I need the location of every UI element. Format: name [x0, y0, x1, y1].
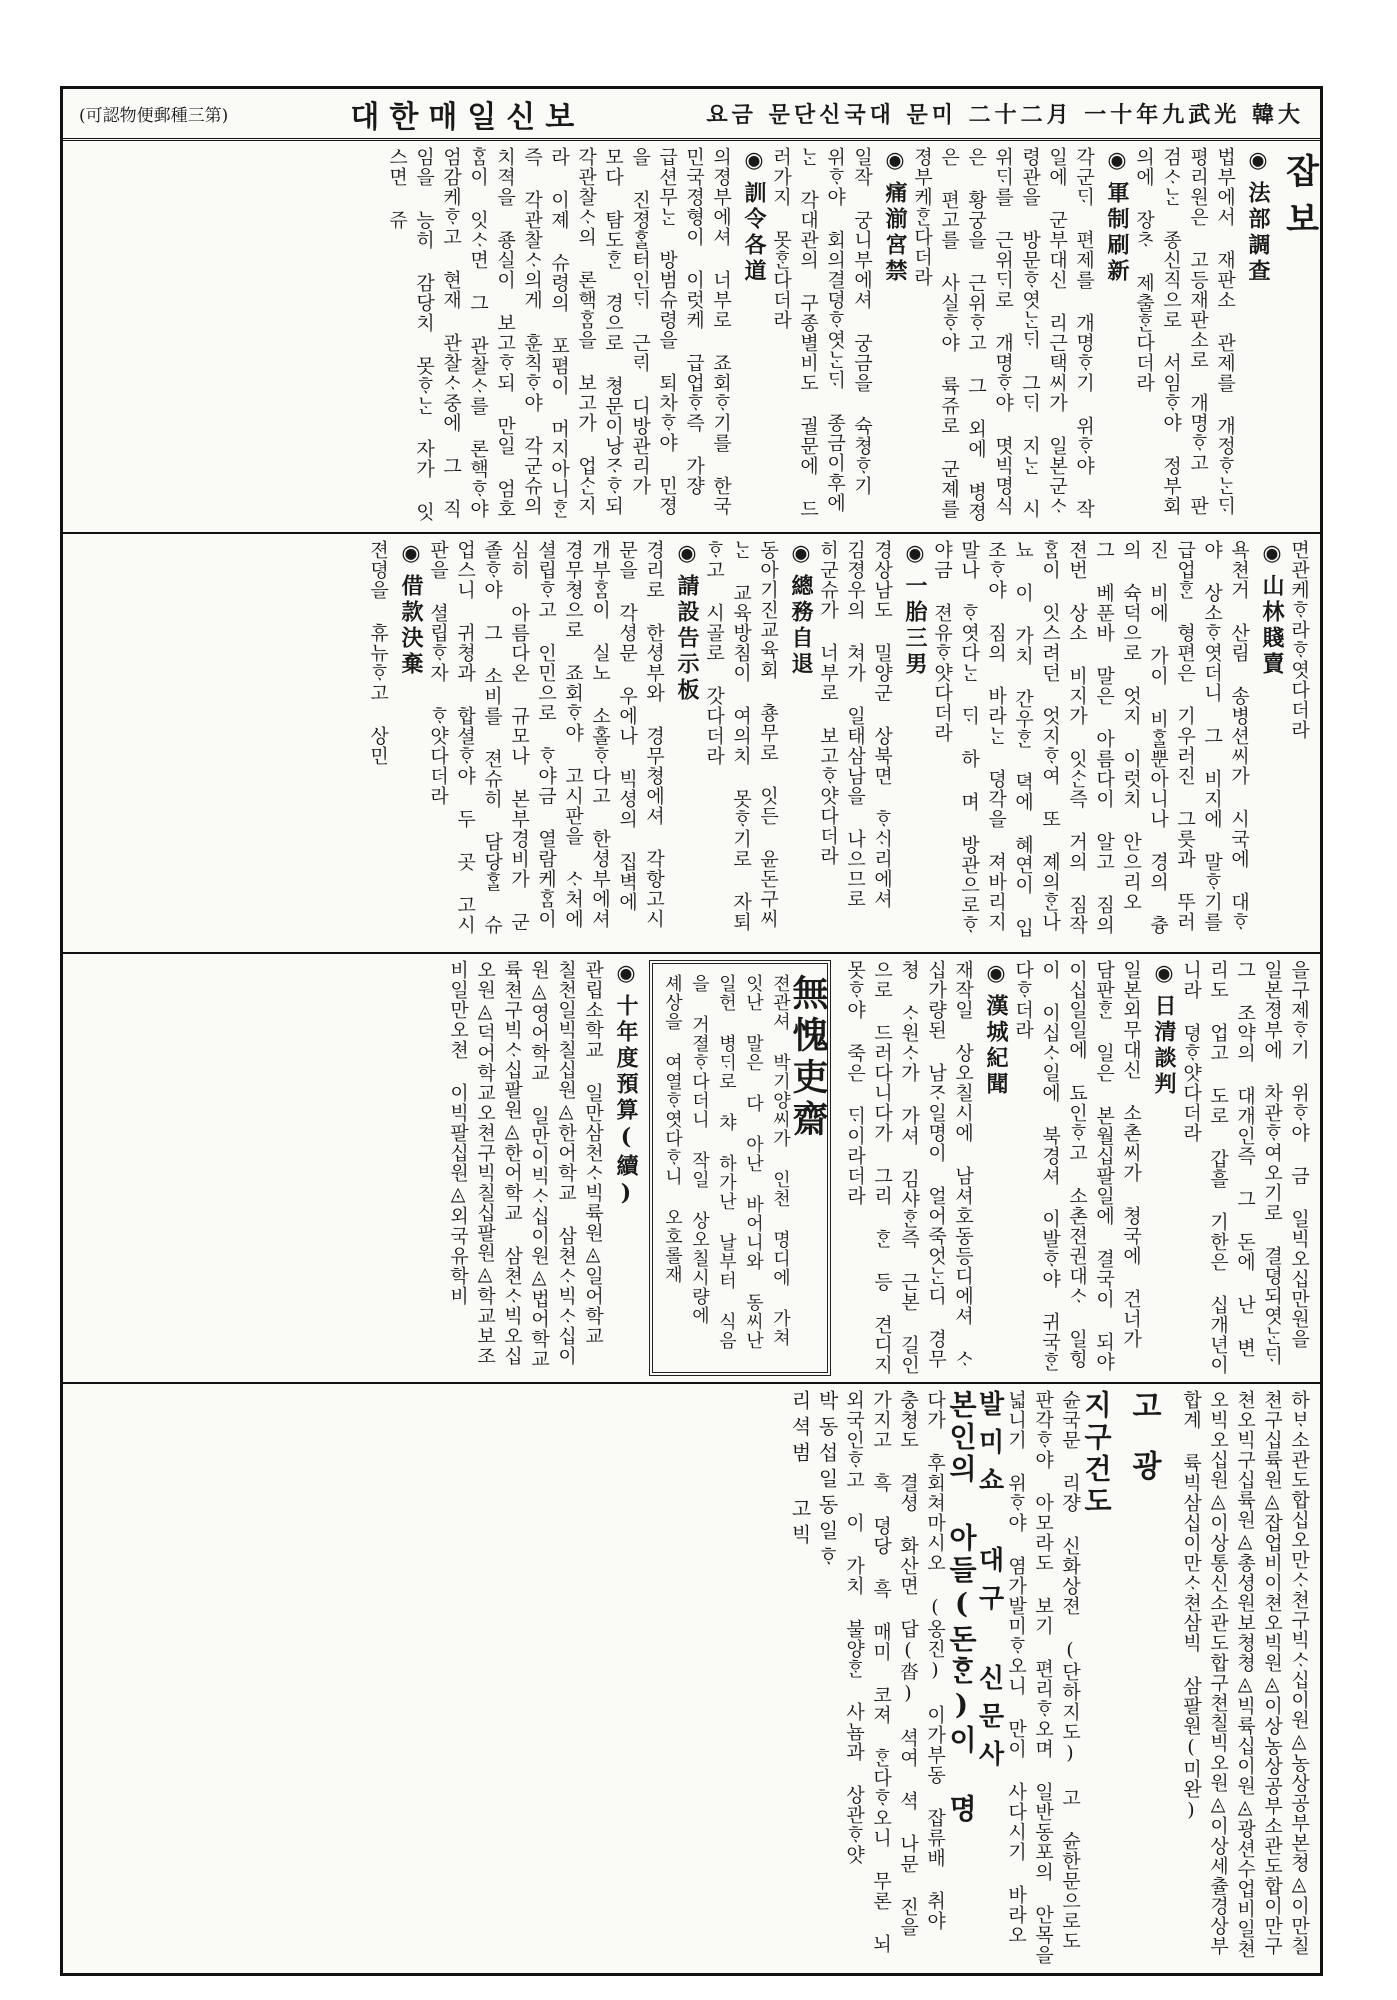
article: [1177, 960, 1312, 1376]
boxed-article-title: 無愧吏齋: [787, 974, 829, 1142]
article-body: 경리로 한셩부와 경무쳥에셔 각항고시문을 각셩문 우에나 빅셩의 집벽에 개부ᄒᆞᆷ이 실노 소홀ᄒᆞ다고 한셩부에셔 경무쳥으로 죠회ᄒᆞ야 고시판을 ᄉᆞ처에 셜립ᄒᆞ고 인민으로 ᄒᆞ야금 열람케ᄒᆞᆷ이 심히 아름다온 규모나 본부경비가 군졸ᄒᆞ야 그 소비를 젼슈히 담당ᄒᆞᆯ 슈 업스니 귀쳥과 합셜ᄒᆞ야 두 곳 고시판을 셜립ᄒᆞ자 ᄒᆞ얏다더라: [427, 540, 665, 935]
article-body: 동아기진교육회 춍무로 잇든 윤돈구씨ᄂᆞᆫ 교육방침이 여의치 못ᄒᆞ기로 자퇴ᄒᆞ고 시골로 갓다더라: [703, 540, 779, 932]
article-body: 재작일 상오칠시에 남셔호동등디에셔 ᄉᆞ십가량된 남ᄌᆞ일명이 얼어죽엇ᄂᆞᆫ디 경무쳥 ᄉᆞ원ᄉᆞ가 가셔 김샤ᄒᆞᆫ즉 근본 길인으로 드러다니다가 그리 ᄒᆞᆫ 등 견디지 못ᄒᆞ야 죽은 ᄃᆡ이라더라: [844, 960, 974, 1375]
tier-4-advertisements: [63, 1384, 1320, 1973]
article-body: 욕쳔거 산림 송병션씨가 시국에 대ᄒᆞ야 상소ᄒᆞ엿더니 그 비지에 말ᄒᆞ기를 급업ᄒᆞᆫ 형편은 기우러진 그릇과 뚜러진 비에 가이 비ᄒᆞᆯ뿐아니나 경의 츙의 슉덕으로 엇지 이럿치 안으리오 그 베푼바 말은 아름다이 알고 짐의 젼번 상소 비지가 잇ᄉᆞᆫ즉 거의 짐작ᄒᆞᆷ이 잇스려던 엇지ᄒᆞ여 또 졔의ᄒᆞᆫ나뇨 이 가치 간우ᄒᆞᆫ 뎍에 혜연이 입조ᄒᆞ야 짐의 바라ᄂᆞᆫ 뎡각을 져바리지 말나 ᄒᆞ엿다ᄂᆞᆫ ᄃᆡ 하 며 방관으로ᄒᆞ야금 젼유ᄒᆞ얏다더라: [931, 540, 1250, 938]
article-body: 일작 궁니부에셔 궁금을 슉쳥ᄒᆞ기 위ᄒᆞ야 회의결뎡ᄒᆞ엿ᄂᆞᆫᄃᆡ 종금이후에ᄂᆞᆫ 각대관의 구종별비도 궐문에 드러가지 못ᄒᆞᆫ다더라: [770, 147, 873, 519]
article: [424, 540, 700, 946]
newspaper-title: 대한매일신보: [350, 99, 585, 135]
ad-budget-continued: [1177, 1390, 1312, 1967]
article: [1285, 540, 1312, 946]
article-headline: ◉ 借款決棄: [397, 540, 424, 946]
ad-globe-map-body: 슌국문 리쟝 신화상젼 (단하지도) 고 슌한문으로도 판각ᄒᆞ야 아모라도 보기 편리ᄒᆞ오며 일반동포의 안목을 넓니기 위ᄒᆞ야 염가발미ᄒᆞ오니 만이 사다시기 바라오: [1005, 1390, 1081, 1965]
postal-notice: (可認物便郵種三第): [79, 106, 229, 126]
article-body: 면관케ᄒᆞ라ᄒᆞ엿다더라: [1288, 540, 1310, 740]
boxed-article-body: 젼관셔 박기양씨가 인천 명디에 가쳐 잇난 말은 다 아난 바어니와 동씨난 일헌 병ᄃᆡ로 챠 하가난 날부터 식음을 거졀ᄒᆞ다더니 작일 상오칠시량에 셰상을 여열ᄒᆞ엿다ᄒᆞ니 오호롤재: [662, 974, 791, 1350]
ad-section-title: 고광: [1126, 1390, 1161, 1510]
tier-3: [63, 954, 1320, 1384]
ad-notice-body: 다가 후회쳐마시오 (옹진) 이가부동 잡류배 취야 충쳥도 결셩 화산면 답(沓) 셕여 셕 나문 진을 가지고 흑 뎡당 흑 매미 코져 ᄒᆞᆫ다ᄒᆞ오니 무론 뇌외국인ᄒᆞ고 이 가치 불양ᄒᆞᆫ 사뇸과 상관ᄒᆞ얏: [843, 1390, 946, 1954]
article-body: 일본외무대신 소촌씨가 쳥국에 건너가 담판ᄒᆞᆫ 일은 본월십팔일에 결국이 되야 이십일일에 됴인ᄒᆞ고 소촌젼권대ᄉᆞ 일힝이 이십ᄉᆞ일에 북경셔 이발ᄒᆞ야 귀국ᄒᆞᆫ다ᄒᆞ더라: [1012, 960, 1142, 1372]
article-headline: ◉ 十年度預算(續): [612, 960, 639, 1376]
article-headline: ◉ 訓令各道: [740, 147, 767, 526]
article-body: 을구제ᄒᆞ기 위ᄒᆞ야 금 일빅오십만원을 일본졍부에 차관ᄒᆞ여오기로 결뎡되엿ᄂᆞᆫᄃᆡ 그 조약의 대개인즉 그 돈에 난 변리도 업고 도로 갑흘 기한은 십개년이니라 뎡ᄒᆞ얏다더라: [1180, 960, 1310, 1375]
ad-budget-body: 하ᄇᆞ소관도합십오만ᄉᆞ쳔구빅ᄉᆞ십이원◬농상공부본쳥◬이만칠쳔구십륙원◬잡업비이쳔오빅원◬이상농상공부소관도합이만구쳔오빅구십륙원◬총셩원보쳥쳥◬빅륙십이원◬광션수업비일쳔오빅오십원◬이상통신소관도합구쳔칠빅오원◬이상세츌경상부합계 륙빅삼십이만ᄉᆞ쳔삼빅 삼팔원(미완): [1180, 1390, 1310, 1959]
tier-2-text: [71, 540, 1312, 946]
article: [700, 540, 814, 946]
tier-3-text: [71, 960, 1312, 1376]
article-body: 의졍부에셔 너부로 죠회ᄒᆞ기를 한국 민국졍형이 이럿케 급업ᄒᆞ즉 가쟝 급션무ᄂᆞᆫ 방범슈령을 퇴차ᄒᆞ야 민졍을 진졍ᄒᆞᆯ터인ᄃᆡ 근ᄅᆡ 디방관리가 모다 탐도ᄒᆞᆫ 경으로 쳥문이낭ᄌᆞᄒᆞ되 각관찰ᄉᆞ의 론핵ᄒᆞᆷ을 보고가 업ᄉᆞᆫ지라 이졔 슈령의 포폄이 머지아니ᄒᆞᆫ즉 각관찰ᄉᆞ의게 훈칙ᄒᆞ야 각군슈의 치젹을 죵실이 보고ᄒᆞ되 만일 엄호ᄒᆞᆷ이 잇ᄉᆞ면 그 관찰ᄉᆞ를 론핵ᄒᆞ야 엄감케ᄒᆞ고 현재 관찰ᄉᆞ중에 그 직임을 능히 감당치 못ᄒᆞᄂᆞᆫ 자가 잇스면 쥬: [386, 147, 732, 522]
masthead: [63, 89, 1320, 141]
ad-notice-signature-2: 리셕범 고빅: [788, 1390, 812, 1550]
issue-date: 요금 문단신국대 문미 二十二月 一十年九武光 韓大: [706, 102, 1304, 128]
article-headline: ◉ 漢城紀聞: [982, 960, 1009, 1376]
article: [364, 540, 424, 946]
tier-1: [63, 141, 1320, 534]
article: [1009, 960, 1177, 1376]
article: [1130, 147, 1271, 526]
article-headline: ◉ 日清談判: [1150, 960, 1177, 1376]
article: [767, 147, 908, 526]
boxed-article: [649, 960, 831, 1376]
ad-notice-signature: 박동섭일동일ᄒᆞ: [815, 1390, 839, 1572]
article-headline: ◉ 法部調查: [1244, 147, 1271, 526]
article-body: 젼뎡을 휴뉴ᄒᆞ고 상민: [367, 540, 389, 766]
article: [383, 147, 767, 526]
article-headline: ◉ 山林賤賣: [1258, 540, 1285, 946]
ad-globe-map-publisher: 발미쇼 대구 신문사: [974, 1390, 1004, 1778]
article-body: 관립소학교 일만삼천ᄉᆞ빅륙원◬일어학교 칠천일빅칠십원◬한어학교 삼쳔ᄉᆞ빅ᄉᆞ십이원◬영어학교 일만이빅ᄉᆞ십이원◬법어학교 륙쳔구빅ᄉᆞ십팔원◬한어학교 삼쳔ᄉᆞ빅오십오원◬덕어학교오쳔구빅칠십팔원◬학교보조비일만오쳔 이빅팔십원◬외국유학비: [447, 960, 604, 1369]
article-headline: ◉ 痛湔宮禁: [881, 147, 908, 526]
ad-notice-title: 본인의 아들(돈ᄒᆞᆫ)이 명: [945, 1390, 978, 1826]
article-body: 각군ᄃᆡ 편제를 개명ᄒᆞ기 위ᄒᆞ야 작일에 군부대신 리근택씨가 일본군ᄉᆞ령관을 방문ᄒᆞ엿ᄂᆞᆫᄃᆡ 그ᄃᆡ 지ᄂᆞᆫ 시위ᄃᆡ를 근위ᄃᆡ로 개명ᄒᆞ야 몃빅명식은 황궁을 근위ᄒᆞ고 그 외에 병졍은 편고를 사실ᄒᆞ야 륙쥬로 군졔를 졍부케ᄒᆞᆫ다더라: [911, 147, 1095, 522]
article: [928, 540, 1285, 946]
article: [908, 147, 1130, 526]
article-headline: ◉ 一胎三男: [901, 540, 928, 946]
ad-globe-map-title: 지구건도: [1080, 1390, 1113, 1518]
newspaper-page: [60, 86, 1323, 1976]
ad-notice: [786, 1390, 978, 1967]
tier-2: [63, 534, 1320, 954]
article: [841, 960, 1009, 1376]
article-headline: ◉ 請設告示板: [673, 540, 700, 946]
article-headline: ◉ 軍制刷新: [1103, 147, 1130, 526]
article: [444, 960, 639, 1376]
article-body: 법부에서 재판소 관제를 개정ᄒᆞᄂᆞᆫᄃᆡ 평리원은 고등재판소로 개명ᄒᆞ고 판검ᄉᆞᄂᆞᆫ 종신직으로 서임ᄒᆞ야 정부회의에 장ᄎᆞ 제출ᄒᆞᆫ다더라: [1133, 147, 1236, 516]
tier-1-text: [71, 147, 1319, 526]
article-body: 경상남도 밀양군 상북면 ᄒᆞᄉᆡ리에셔 김졍우의 쳐가 일태삼남을 나으므로 히군슈가 너부로 보고ᄒᆞ얏다더라: [817, 540, 893, 909]
article: [814, 540, 928, 946]
article-headline: ◉ 總務自退: [787, 540, 814, 946]
section-title-miscellany: 잡보: [1279, 153, 1319, 249]
tier-4-text: [71, 1390, 1312, 1967]
ad-globe-map: [974, 1390, 1113, 1967]
